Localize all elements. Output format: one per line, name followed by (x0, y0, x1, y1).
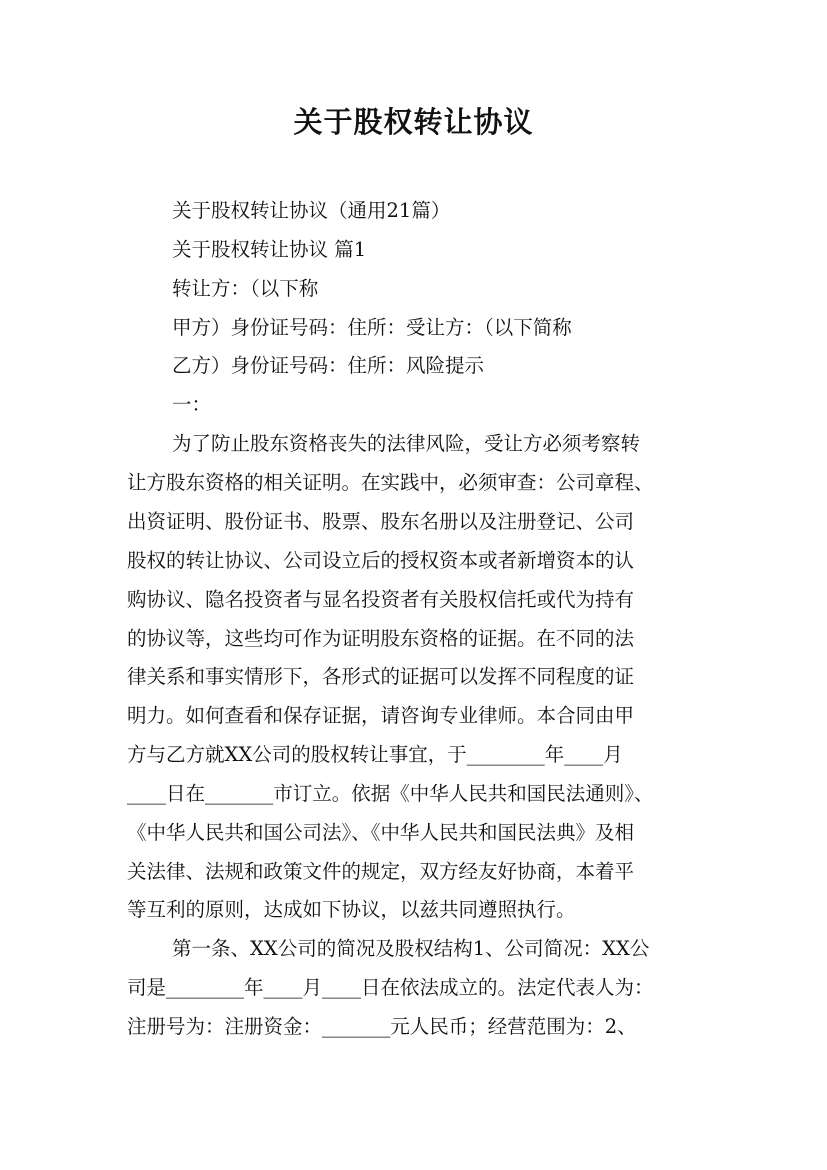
text-line: 一： (172, 393, 212, 416)
paragraph-line: 让方股东资格的相关证明。在实践中，必须审查：公司章程、 (127, 471, 654, 494)
paragraph-line: 购协议、隐名投资者与显名投资者有关股权信托或代为持有 (127, 588, 635, 611)
text-line: 乙方）身份证号码：住所：风险提示 (172, 354, 485, 377)
paragraph-line: 第一条、XX公司的简况及股权结构1、公司简况：XX公 (172, 937, 650, 960)
paragraph-line: 明力。如何查看和保存证据，请咨询专业律师。本合同由甲 (127, 704, 635, 727)
paragraph-line: 等互利的原则，达成如下协议，以兹共同遵照执行。 (127, 898, 576, 921)
paragraph-line: 方与乙方就XX公司的股权转让事宜，于________年____月 (127, 743, 623, 766)
text-line: 关于股权转让协议 篇1 (172, 238, 367, 261)
paragraph-line: 股权的转让协议、公司设立后的授权资本或者新增资本的认 (127, 549, 635, 572)
text-line: 关于股权转让协议（通用21篇） (172, 199, 451, 222)
paragraph-line: ____日在_______市订立。依据《中华人民共和国民法通则》、 (127, 782, 654, 805)
text-line: 转让方：（以下称 (172, 277, 319, 300)
paragraph-line: 关法律、法规和政策文件的规定，双方经友好协商，本着平 (127, 860, 635, 883)
paragraph-line: 出资证明、股份证书、股票、股东名册以及注册登记、公司 (127, 510, 635, 533)
paragraph-line: 司是________年____月____日在依法成立的。法定代表人为： (127, 976, 654, 999)
text-line: 甲方）身份证号码：住所：受让方：（以下简称 (172, 316, 572, 339)
paragraph-line: 《中华人民共和国公司法》、《中华人民共和国民法典》及相 (127, 821, 635, 844)
paragraph-line: 注册号为：注册资金：_______元人民币；经营范围为：2、 (127, 1015, 637, 1038)
paragraph-line: 为了防止股东资格丧失的法律风险，受让方必须考察转 (172, 432, 641, 455)
paragraph-line: 律关系和事实情形下，各形式的证据可以发挥不同程度的证 (127, 665, 635, 688)
paragraph-line: 的协议等，这些均可作为证明股东资格的证据。在不同的法 (127, 627, 635, 650)
document-title: 关于股权转让协议 (293, 105, 534, 139)
